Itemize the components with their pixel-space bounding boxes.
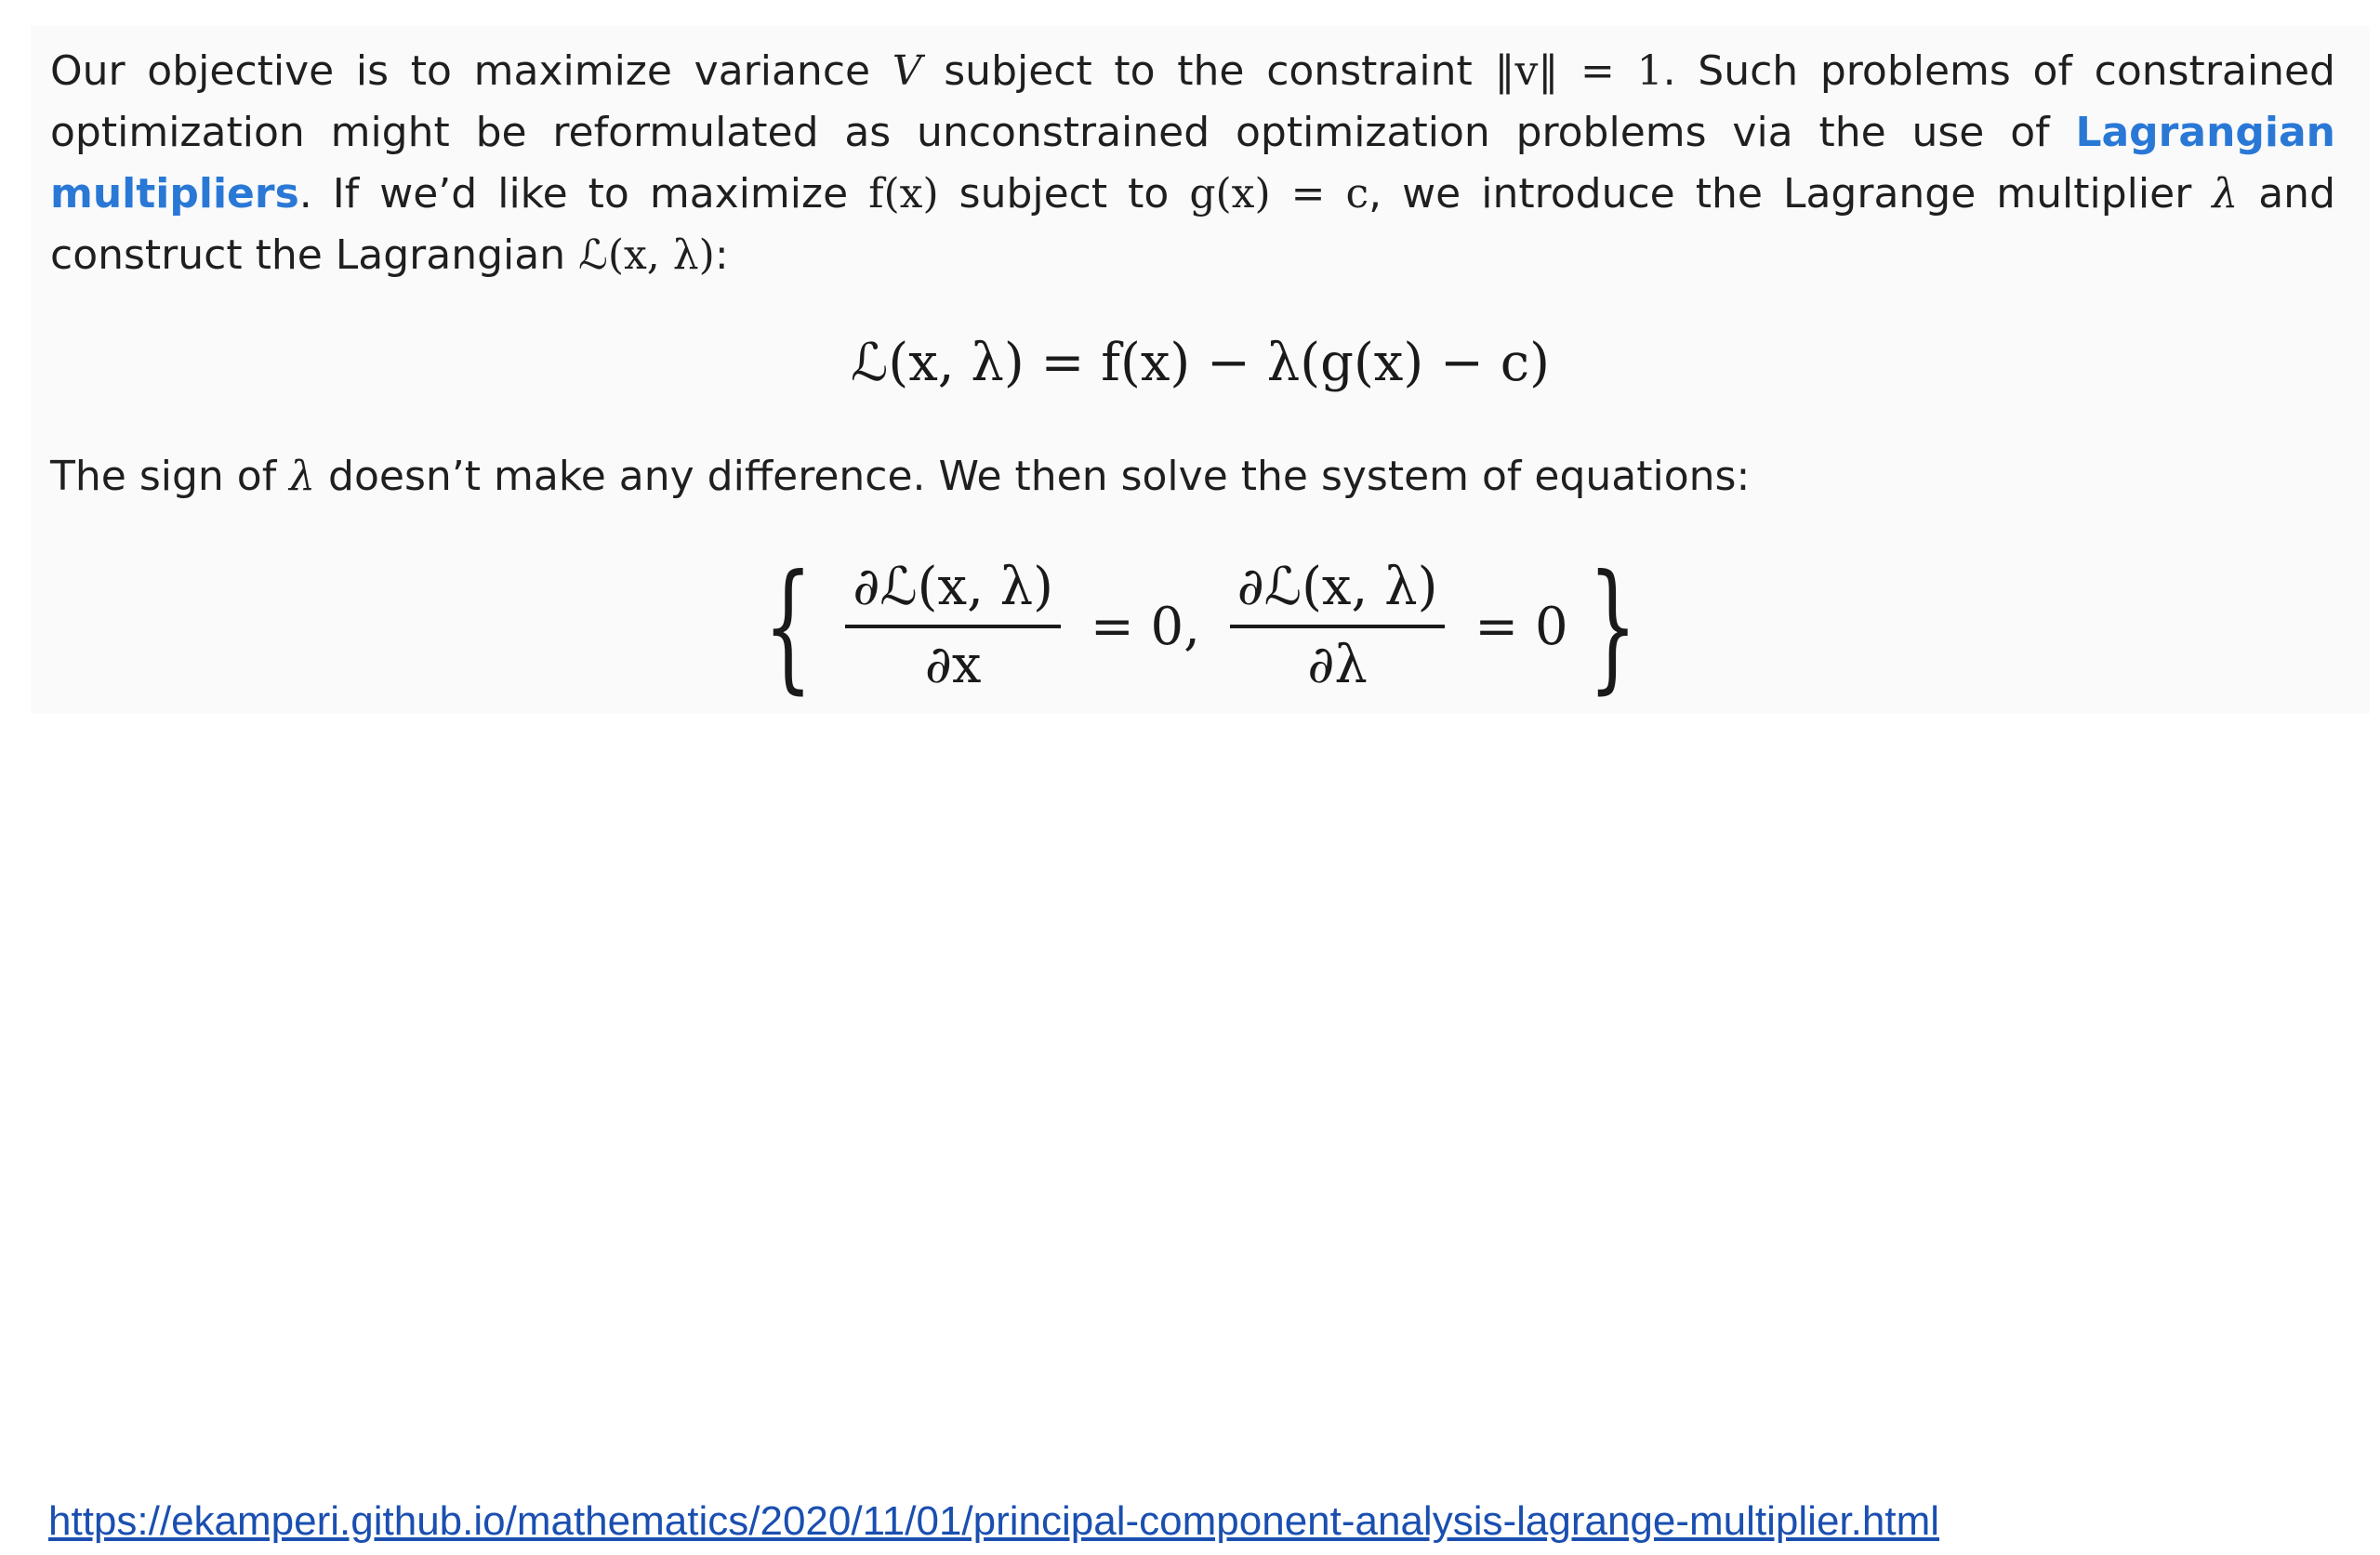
math-lagrangian: ℒ(x, λ) — [578, 231, 715, 279]
text-run: and construct the Lagrangian — [50, 170, 2335, 279]
sign-paragraph — [50, 446, 2335, 507]
math-variance-symbol: V — [892, 47, 922, 95]
close-brace: } — [1588, 546, 1637, 707]
system-of-equations — [31, 546, 2370, 707]
text-run: . Such problems of constrained optimization might be reformulated as unconstrained optimization problems via the use of — [50, 47, 2335, 156]
source-url-link[interactable]: https://ekamperi.github.io/mathematics/2020/11/01/principal-component-analysis-lagrange-multiplier.html — [48, 1498, 1939, 1544]
math-f-of-x: f(x) — [868, 170, 939, 217]
partial-lambda-fraction — [1230, 556, 1446, 697]
text-run: Our objective is to maximize variance — [50, 47, 892, 95]
fraction-numerator: ∂ℒ(x, λ) — [1230, 556, 1446, 628]
text-run: . If we’d like to maximize — [298, 170, 869, 217]
article-excerpt-panel — [31, 26, 2370, 714]
lagrangian-multipliers-link[interactable]: Lagrangian multipliers — [50, 109, 2335, 217]
fraction-denominator: ∂λ — [1307, 635, 1368, 695]
intro-paragraph — [50, 41, 2335, 286]
math-constraint-g: g(x) = c — [1189, 170, 1369, 217]
partial-x-fraction — [845, 556, 1061, 697]
equals-zero-comma: = 0, — [1074, 596, 1217, 657]
text-run: : — [714, 231, 729, 279]
fraction-numerator: ∂ℒ(x, λ) — [845, 556, 1061, 628]
text-run: , we introduce the Lagrange multiplier — [1368, 170, 2213, 217]
open-brace: { — [763, 546, 813, 707]
text-run: The sign of — [50, 453, 290, 500]
text-run: subject to the constraint — [921, 47, 1495, 95]
math-lambda: λ — [2212, 170, 2239, 217]
equals-zero: = 0 — [1458, 596, 1568, 657]
math-lambda: λ — [289, 453, 316, 500]
fraction-denominator: ∂x — [924, 635, 982, 695]
text-run: subject to — [938, 170, 1190, 217]
lagrangian-equation: ℒ(x, λ) = f(x) − λ(g(x) − c) — [851, 333, 1550, 393]
text-run: doesn’t make any difference. We then solve the system of equations: — [315, 453, 1751, 500]
math-norm-constraint: ‖v‖ = 1 — [1494, 47, 1663, 95]
